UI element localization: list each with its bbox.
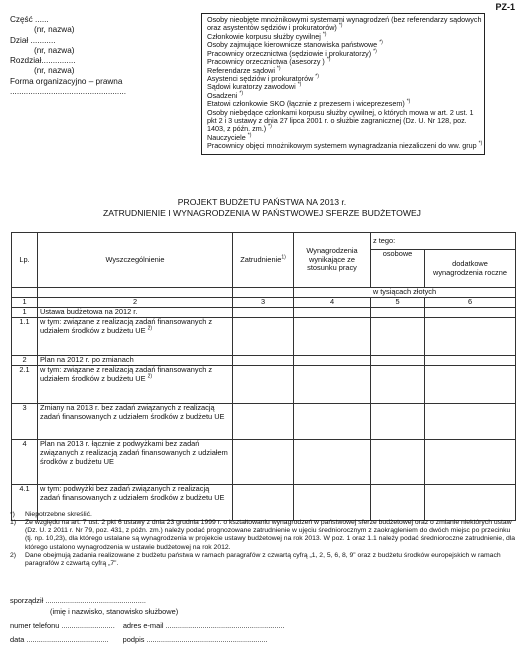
additional-cell[interactable]: [425, 440, 516, 485]
employment-cell[interactable]: [233, 366, 294, 404]
category-item[interactable]: Asystenci sędziów i prokuratorów *): [207, 73, 319, 83]
salaries-cell[interactable]: [294, 440, 371, 485]
column-number: 1: [12, 298, 38, 308]
signature-block: [10, 596, 516, 644]
category-item[interactable]: Osoby zajmujące kierownicze stanowiska państwowe *): [207, 39, 383, 50]
category-item[interactable]: Członkowie korpusu służby cywilnej *): [207, 31, 327, 41]
table-row: [12, 404, 516, 440]
employment-cell[interactable]: [233, 404, 294, 440]
rozdzial-caption: (nr, nazwa): [34, 66, 75, 76]
column-number: 6: [425, 298, 516, 308]
forma-label: Forma organizacyjno – prawna: [10, 76, 123, 86]
row-lp: 2.1: [12, 366, 38, 404]
category-item[interactable]: Osadzeni *): [207, 90, 243, 100]
title-line-1: PROJEKT BUDŻETU PAŃSTWA NA 2013 r.: [177, 197, 347, 207]
table-row: [12, 356, 516, 366]
category-item[interactable]: Pracownicy orzecznictwa (sędziowie i prokuratorzy) *): [207, 48, 377, 58]
additional-cell[interactable]: [425, 356, 516, 366]
table-row: [12, 318, 516, 356]
row-description: Plan na 2012 r. po zmianach: [38, 356, 233, 366]
row-description: Plan na 2013 r. łącznie z podwyżkami bez zadań związanych z realizacją zadań finansowanych z udziałem środków z budżetu UE: [38, 440, 233, 485]
prepared-by-caption: (imię i nazwisko, stanowisko służbowe): [50, 607, 179, 617]
header-description: Wyszczególnienie: [38, 233, 233, 288]
row-description: w tym: podwyżki bez zadań związanych z realizacją zadań finansowanych z udziałem środków z budżetu UE: [38, 485, 233, 521]
footnote: *) Niepotrzebne skreślić.: [10, 511, 92, 518]
form-code: PZ-1: [495, 2, 515, 12]
table-row: [12, 308, 516, 318]
phone-field[interactable]: numer telefonu ..........................: [10, 621, 115, 631]
personal-cell[interactable]: [371, 366, 425, 404]
personal-cell[interactable]: [371, 440, 425, 485]
dzial-field[interactable]: Dział ...........: [10, 35, 56, 45]
personal-cell[interactable]: [371, 318, 425, 356]
category-item[interactable]: Pracownicy objęci mnożnikowym systemem wynagradzania niezaliczeni do ww. grup *): [207, 140, 483, 151]
salaries-cell[interactable]: [294, 356, 371, 366]
table-row: [12, 366, 516, 404]
header-unit: w tysiącach złotych: [294, 288, 516, 298]
prepared-by-field[interactable]: sporządził .................................................: [10, 596, 146, 605]
employment-cell[interactable]: [233, 356, 294, 366]
footnote: 1) Ze względu na art. 7 ust. 2 pkt 6 ustawy z dnia 23 grudnia 1999 r. o kształtowaniu wynagrodzeń w państwowej sferze budżetowej oraz o zmianie niektórych ustaw (Dz. U. z 2011 r. Nr 79, poz. 431, z późn. zm.) należy podać prognozowane zatrudnienie w ujęciu średniorocznym z zaokrągleniem do dwóch miejsc po przecinku (tj. np. 10,23), dla którego ustalane są wynagrodzenia w projekcie ustawy budżetowej na rok 2013. W poz. 1 oraz 1.1 należy podać średnioroczne zatrudnienie, dla którego ustalono wynagrodzenia w ustawie budżetowej na rok 2012.: [10, 519, 516, 551]
salaries-cell[interactable]: [294, 308, 371, 318]
email-field[interactable]: adres e-mail ..........................................................: [122, 621, 285, 631]
czesc-caption: (nr, nazwa): [34, 25, 75, 35]
row-lp: 3: [12, 404, 38, 440]
header-additional: dodatkowe wynagrodzenia roczne: [425, 250, 516, 288]
czesc-field[interactable]: Część ......: [10, 15, 49, 24]
unit-identification: [10, 15, 180, 97]
document-title: [0, 197, 524, 219]
personal-cell[interactable]: [371, 404, 425, 440]
row-description: Ustawa budżetowa na 2012 r.: [38, 308, 233, 318]
salaries-cell[interactable]: [294, 318, 371, 356]
additional-cell[interactable]: [425, 366, 516, 404]
header-employment: Zatrudnienie$^{1)}$: [233, 233, 294, 288]
column-number: 4: [294, 298, 371, 308]
rozdzial-field[interactable]: Rozdział...............: [10, 56, 76, 65]
header-of-which: z tego:: [371, 233, 516, 250]
row-description: w tym: związane z realizacją zadań finansowanych z udziałem środków z budżetu UE $^{2)}$: [38, 366, 233, 404]
column-number: 2: [38, 298, 233, 308]
category-item[interactable]: Referendarze sądowi *): [207, 65, 281, 75]
category-item[interactable]: Sądowi kuratorzy zawodowi *): [207, 81, 302, 92]
budget-table: [11, 232, 516, 521]
table-row: [12, 440, 516, 485]
category-item[interactable]: Osoby nieobjęte mnożnikowymi systemami wynagrodzeń (bez referendarzy sądowych oraz asystentów sędziów i prokuratorów) *): [207, 15, 482, 33]
row-lp: 4.1: [12, 485, 38, 521]
category-item[interactable]: Osoby niebędące członkami korpusu służby cywilnej, o których mowa w art. 2 ust. 1 pkt 2 i 3 ustawy z dnia 27 lipca 2001 r. o służbie zagranicznej (Dz. U. Nr 128, poz. 1403, z późn. zm.) *): [207, 107, 474, 134]
header-salaries: Wynagrodzenia wynikające ze stosunku pracy: [294, 233, 371, 288]
category-item[interactable]: Nauczyciele *): [207, 132, 252, 142]
additional-cell[interactable]: [425, 308, 516, 318]
row-description: Zmiany na 2013 r. bez zadań związanych z realizacją zadań finansowanych z udziałem środków z budżetu UE: [38, 404, 233, 440]
footnotes: [10, 511, 516, 568]
employment-cell[interactable]: [233, 308, 294, 318]
category-item[interactable]: Etatowi członkowie SKO (łącznie z prezesem i wiceprezesem) *): [207, 98, 411, 109]
date-field[interactable]: data ........................................: [10, 635, 109, 645]
row-lp: 1: [12, 308, 38, 318]
signature-field[interactable]: podpis ...........................................................: [122, 635, 268, 645]
salaries-cell[interactable]: [294, 366, 371, 404]
row-lp: 4: [12, 440, 38, 485]
row-description: w tym: związane z realizacją zadań finansowanych z udziałem środków z budżetu UE $^{2)}$: [38, 318, 233, 356]
forma-field[interactable]: ...................................................: [10, 86, 127, 96]
employment-cell[interactable]: [233, 440, 294, 485]
employee-category-box: [201, 13, 485, 155]
header-personal: osobowe: [371, 250, 425, 288]
additional-cell[interactable]: [425, 318, 516, 356]
column-number: 3: [233, 298, 294, 308]
additional-cell[interactable]: [425, 404, 516, 440]
column-number: 5: [371, 298, 425, 308]
salaries-cell[interactable]: [294, 404, 371, 440]
row-lp: 1.1: [12, 318, 38, 356]
row-lp: 2: [12, 356, 38, 366]
personal-cell[interactable]: [371, 308, 425, 318]
footnote: 2) Dane obejmują zadania realizowane z budżetu państwa w ramach paragrafów z czwartą cyfrą „1, 2, 5, 6, 8, 9” oraz z budżetu środków europejskich w ramach paragrafów z czwartą cyfrą „7”.: [10, 551, 501, 567]
title-line-2: ZATRUDNIENIE I WYNAGRODZENIA W PAŃSTWOWEJ SFERZE BUDŻETOWEJ: [103, 208, 421, 219]
category-item[interactable]: Pracownicy orzecznictwa (asesorzy ) *): [207, 56, 331, 67]
personal-cell[interactable]: [371, 356, 425, 366]
employment-cell[interactable]: [233, 318, 294, 356]
dzial-caption: (nr, nazwa): [34, 45, 75, 55]
header-lp: Lp.: [12, 233, 38, 288]
